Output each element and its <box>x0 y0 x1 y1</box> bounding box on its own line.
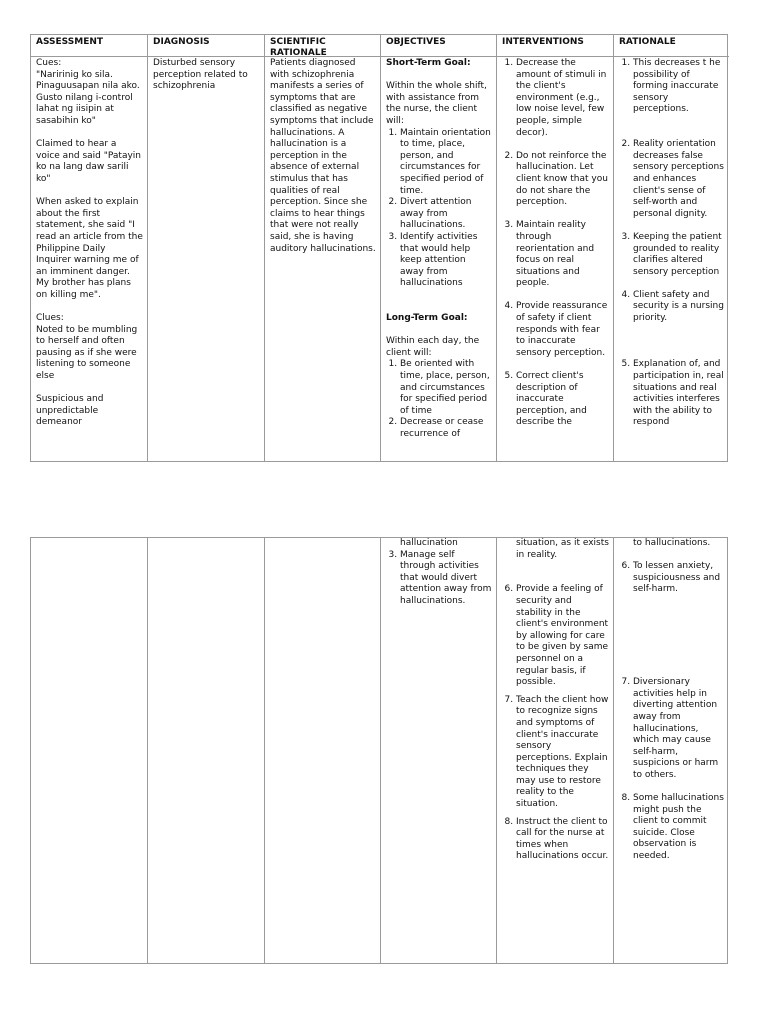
header-diagnosis: DIAGNOSIS <box>148 35 264 57</box>
scientific-rationale-column <box>265 35 381 461</box>
interventions-list-continued <box>502 584 609 863</box>
list-item: 2. Reality orientation decreases false sensory perceptions and enhances client's sense of self-worth and personal dignity. <box>633 139 725 220</box>
clue-suspicious: Suspicious and unpredictable demeanor <box>36 394 104 428</box>
list-item: 1. Maintain orientation to time, place, person, and circumstances for specified period of time. <box>400 128 492 198</box>
list-item: 3. Keeping the patient grounded to reality clarifies altered sensory perception <box>633 232 725 278</box>
care-plan-table-page-2 <box>30 537 728 964</box>
cue-claim: Claimed to hear a voice and said "Patayin ko na lang daw sarili ko" <box>36 139 142 184</box>
list-item: 1. Be oriented with time, place, person, and circumstances for specified period of time <box>400 359 492 417</box>
diagnosis-column <box>148 35 265 461</box>
list-item: 1. Decrease the amount of stimuli in the client's environment (e.g., low noise level, few people, simple decor). <box>516 58 609 139</box>
interventions-column-continued <box>497 538 614 963</box>
cues-label: Cues: <box>36 58 62 68</box>
rationale-list-continued <box>619 561 725 862</box>
assessment-column-continued <box>31 538 148 963</box>
scientific-rationale-column-continued <box>265 538 381 963</box>
long-term-goal-list-continued <box>386 550 492 608</box>
list-item: 6. To lessen anxiety, suspiciousness and self-harm. <box>633 561 725 596</box>
long-term-goal-intro: Within each day, the client will: <box>386 336 480 358</box>
scientific-rationale-text: Patients diagnosed with schizophrenia manifests a series of symptoms that are classified as negative symptoms that include hallucinations. A hallucination is a perception in the absence of external stimulus that has qualities of real perception. Since she claims to hear things that were not really said, she is having auditory hallucinations. <box>270 58 376 254</box>
list-item: 8. Instruct the client to call for the nurse at times when hallucinations occur. <box>516 817 609 863</box>
clues-label: Clues: <box>36 313 64 324</box>
interventions-list <box>502 58 609 429</box>
rationale-5-continuation: to hallucinations. <box>633 538 711 548</box>
objectives-column-continued <box>381 538 497 963</box>
assessment-column <box>31 35 148 461</box>
list-item: 2. Do not reinforce the hallucination. Let client know that you do not share the perception. <box>516 151 609 209</box>
list-item: 7. Teach the client how to recognize signs and symptoms of client's inaccurate sensory perceptions. Explain techniques they may use to restore reality to the situation. <box>516 695 609 811</box>
list-item: 2. Decrease or cease recurrence of <box>400 417 492 440</box>
intervention-5-continuation: situation, as it exists in reality. <box>516 538 609 560</box>
diagnosis-text: Disturbed sensory perception related to schizophrenia <box>153 58 248 92</box>
long-term-goal-list <box>386 359 492 440</box>
list-item: 4. Provide reassurance of safety if client responds with fear to inaccurate sensory perception. <box>516 301 609 359</box>
clue-mumbling: Noted to be mumbling to herself and often pausing as if she were listening to someone else <box>36 324 138 382</box>
short-term-goal-list <box>386 128 492 290</box>
header-interventions: INTERVENTIONS <box>497 35 613 57</box>
list-item: 4. Client safety and security is a nursing priority. <box>633 290 725 325</box>
list-item: 8. Some hallucinations might push the client to commit suicide. Close observation is needed. <box>633 793 725 863</box>
list-item: 6. Provide a feeling of security and stability in the client's environment by allowing for care to be given by same personnel on a regular basis, if possible. <box>516 584 609 688</box>
cue-explanation: When asked to explain about the first statement, she said "I read an article from the Philippine Daily Inquirer warning me of an imminent danger. My brother has plans on killing me". <box>36 197 143 300</box>
list-item: 5. Correct client's description of inaccurate perception, and describe the <box>516 371 609 429</box>
rationale-list <box>619 58 725 429</box>
list-item: 3. Identify activities that would help keep attention away from hallucinations <box>400 232 492 290</box>
short-term-goal-intro: Within the whole shift, with assistance from the nurse, the client will: <box>386 81 487 126</box>
list-item: 3. Manage self through activities that would divert attention away from hallucinations. <box>400 550 492 608</box>
header-scientific-rationale: SCIENTIFIC RATIONALE <box>265 35 380 57</box>
header-rationale: RATIONALE <box>614 35 729 57</box>
diagnosis-column-continued <box>148 538 265 963</box>
list-item: 1. This decreases t he possibility of forming inaccurate sensory perceptions. <box>633 58 725 116</box>
care-plan-table-page-1 <box>30 34 728 462</box>
cue-quote: "Naririnig ko sila. Pinaguusapan nila ako. Gusto nilang i-control lahat ng iisipin at sasabihin ko" <box>36 69 140 126</box>
long-term-goal-continuation: hallucination <box>400 538 458 548</box>
rationale-column-continued <box>614 538 729 963</box>
header-objectives: OBJECTIVES <box>381 35 496 57</box>
header-assessment: ASSESSMENT <box>31 35 147 57</box>
short-term-goal-title: Short-Term Goal: <box>386 58 471 68</box>
list-item: 5. Explanation of, and participation in, real situations and real activities interferes with the ability to respond <box>633 359 725 429</box>
list-item: 7. Diversionary activities help in diverting attention away from hallucinations, which may cause self-harm, suspicions or harm to others. <box>633 677 725 781</box>
objectives-column <box>381 35 497 461</box>
rationale-column <box>614 35 729 461</box>
list-item: 2. Divert attention away from hallucinations. <box>400 197 492 232</box>
interventions-column <box>497 35 614 461</box>
list-item: 3. Maintain reality through reorientation and focus on real situations and people. <box>516 220 609 290</box>
long-term-goal-title: Long-Term Goal: <box>386 313 468 324</box>
